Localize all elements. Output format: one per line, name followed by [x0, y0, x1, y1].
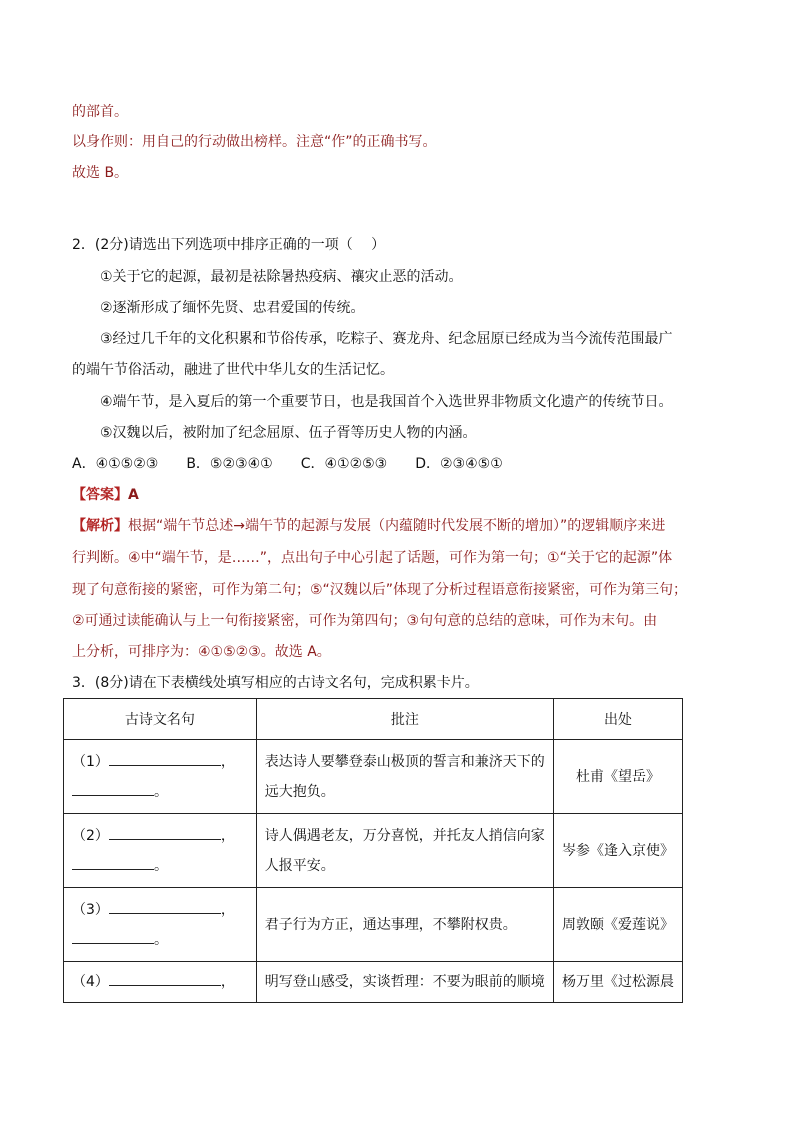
question-2-item: ②逐渐形成了缅怀先贤、忠君爱国的传统。 [100, 300, 365, 316]
note-cell [256, 962, 553, 1003]
table-row [64, 888, 683, 962]
note-text: 诗人偶遇老友，万分喜悦，并托友人捎信向家 [264, 827, 545, 844]
question-2-item-continued: 的端午节俗活动，融进了世代中华儿女的生活记忆。 [72, 362, 394, 378]
punctuation: 。 [154, 857, 168, 874]
answer-line [72, 485, 139, 505]
header-quote: 古诗文名句 [64, 699, 257, 740]
quote-cell [64, 888, 257, 962]
punctuation: ， [220, 753, 235, 770]
punctuation: 。 [154, 783, 168, 800]
question-2-item: ①关于它的起源，最初是祛除暑热疫病、禳灾止恶的活动。 [100, 269, 463, 285]
question-2-stem: 2．(2分)请选出下列选项中排序正确的一项（ ） [72, 237, 386, 253]
row-number: （4） [72, 974, 109, 990]
table-row [64, 740, 683, 814]
header-note: 批注 [256, 699, 553, 740]
note-cell [256, 740, 553, 814]
analysis-line: 行判断。④中“端午节，是……”，点出句子中心引起了话题，可作为第一句；①“关于它的起源”体 [72, 550, 673, 566]
analysis-line [72, 516, 665, 536]
source-cell: 周敦颐《爱莲说》 [553, 888, 682, 962]
punctuation: 。 [154, 931, 168, 948]
analysis-line: 现了句意衔接的紧密，可作为第二句；⑤“汉魏以后”体现了分析过程语意衔接紧密，可作为第三句； [72, 582, 688, 598]
header-source: 出处 [553, 699, 682, 740]
note-cell [256, 888, 553, 962]
quote-cell [64, 740, 257, 814]
analysis-tag: 【解析】 [72, 518, 128, 534]
fill-blank[interactable] [109, 839, 221, 840]
row-number: （1） [72, 753, 109, 770]
note-text: 君子行为方正，通达事理，不攀附权贵。 [264, 916, 517, 933]
punctuation: ， [220, 974, 235, 990]
table-row [64, 814, 683, 888]
table-row [64, 962, 683, 1003]
quote-cell [64, 962, 257, 1003]
fill-blank[interactable] [109, 765, 221, 766]
note-text: 人报平安。 [264, 857, 335, 874]
source-cell: 岑参《逢入京使》 [553, 814, 682, 888]
question-3-stem: 3．(8分)请在下表横线处填写相应的古诗文名句，完成积累卡片。 [72, 675, 479, 691]
answer-value: A [128, 487, 139, 503]
prev-answer-conclusion: 故选 B。 [72, 165, 129, 181]
note-text: 远大抱负。 [264, 783, 335, 800]
fill-blank[interactable] [72, 869, 154, 870]
note-text: 明写登山感受，实谈哲理：不要为眼前的顺境 [264, 974, 545, 990]
fill-blank[interactable] [109, 985, 221, 986]
note-text: 表达诗人要攀登泰山极顶的誓言和兼济天下的 [264, 753, 545, 770]
table-header-row [64, 699, 683, 740]
accumulation-card-table [63, 698, 683, 1003]
source-cell: 杜甫《望岳》 [553, 740, 682, 814]
note-cell [256, 814, 553, 888]
analysis-line: ②可通过读能确认与上一句衔接紧密，可作为第四句；③句句意的总结的意味，可作为末句。由 [72, 613, 658, 629]
analysis-text: 根据“端午节总述→端午节的起源与发展（内蕴随时代发展不断的增加）”的逻辑顺序来进 [128, 518, 666, 534]
punctuation: ， [220, 901, 235, 918]
punctuation: ， [220, 827, 235, 844]
quote-cell [64, 814, 257, 888]
analysis-line: 上分析，可排序为：④①⑤②③。故选 A。 [72, 644, 331, 660]
fill-blank[interactable] [109, 913, 221, 914]
question-2-item: ⑤汉魏以后，被附加了纪念屈原、伍子胥等历史人物的内涵。 [100, 425, 477, 441]
row-number: （3） [72, 901, 109, 918]
question-2-options: A．④①⑤②③ B．⑤②③④① C．④①②⑤③ D．②③④⑤① [72, 456, 503, 472]
prev-answer-line: 的部首。 [72, 104, 128, 120]
row-number: （2） [72, 827, 109, 844]
question-2-item: ④端午节，是入夏后的第一个重要节日，也是我国首个入选世界非物质文化遗产的传统节日。 [100, 394, 673, 410]
source-cell: 杨万里《过松源晨 [553, 962, 682, 1003]
answer-tag: 【答案】 [72, 487, 128, 503]
prev-answer-line: 以身作则：用自己的行动做出榜样。注意“作”的正确书写。 [72, 134, 437, 150]
question-2-item: ③经过几千年的文化积累和节俗传承，吃粽子、赛龙舟、纪念屈原已经成为当今流传范围最广 [100, 331, 673, 347]
fill-blank[interactable] [72, 795, 154, 796]
fill-blank[interactable] [72, 943, 154, 944]
